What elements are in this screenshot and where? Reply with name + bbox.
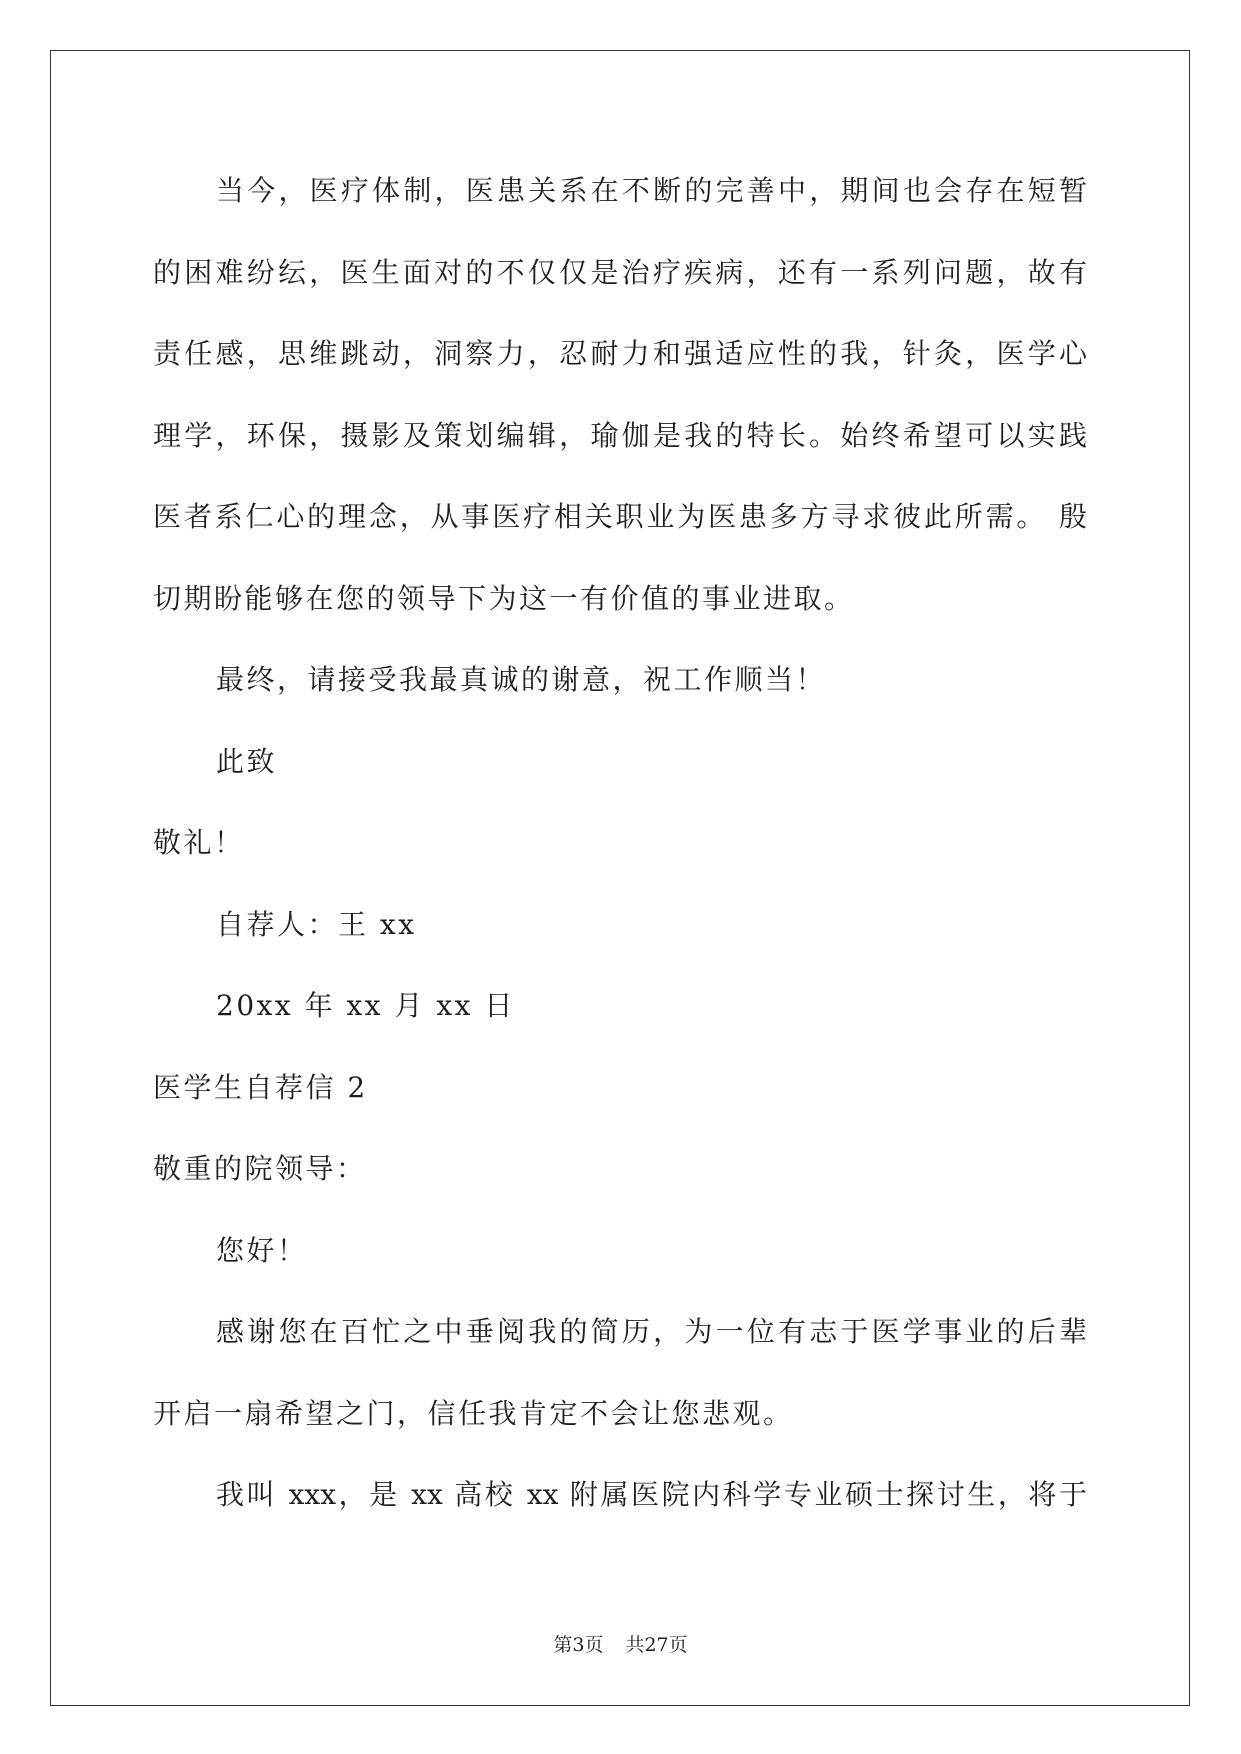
page-current-label: 第3页 [553, 1634, 604, 1656]
section-title: 医学生自荐信 2 [153, 1070, 368, 1104]
text-line: 感谢您在百忙之中垂阅我的简历，为一位有志于医学事业的后辈 [216, 1315, 1087, 1348]
document-body [153, 150, 1087, 1536]
text-line: 理学，环保，摄影及策划编辑，瑜伽是我的特长。始终希望可以实践 [153, 418, 1087, 452]
greeting-recipient: 敬重的院领导： [153, 1152, 367, 1185]
text-line: 责任感，思维跳动，洞察力，忍耐力和强适应性的我，针灸，医学心 [153, 337, 1087, 370]
closing-regards: 敬礼！ [153, 826, 245, 859]
page-total-label: 共27页 [625, 1634, 688, 1656]
closing-salutation: 此致 [216, 744, 278, 778]
text-line: 切期盼能够在您的领导下为这一有价值的事业进取。 [153, 581, 855, 615]
date-line: 20xx 年 xx 月 xx 日 [216, 989, 515, 1022]
text-line: 开启一扇希望之门，信任我肯定不会让您悲观。 [153, 1396, 794, 1430]
text-line: 当今，医疗体制，医患关系在不断的完善中，期间也会存在短暂 [216, 174, 1087, 207]
greeting: 您好！ [216, 1233, 308, 1267]
text-line: 最终，请接受我最真诚的谢意，祝工作顺当！ [216, 663, 827, 696]
text-line: 的困难纷纭，医生面对的不仅仅是治疗疾病，还有一系列问题，故有 [153, 255, 1087, 289]
signature-line: 自荐人：王 xx [216, 907, 417, 941]
text-line: 医者系仁心的理念，从事医疗相关职业为医患多方寻求彼此所需。 殷 [153, 500, 1087, 533]
text-line: 我叫 xxx，是 xx 高校 xx 附属医院内科学专业硕士探讨生，将于 [216, 1478, 1087, 1511]
page-number [0, 1630, 1241, 1660]
